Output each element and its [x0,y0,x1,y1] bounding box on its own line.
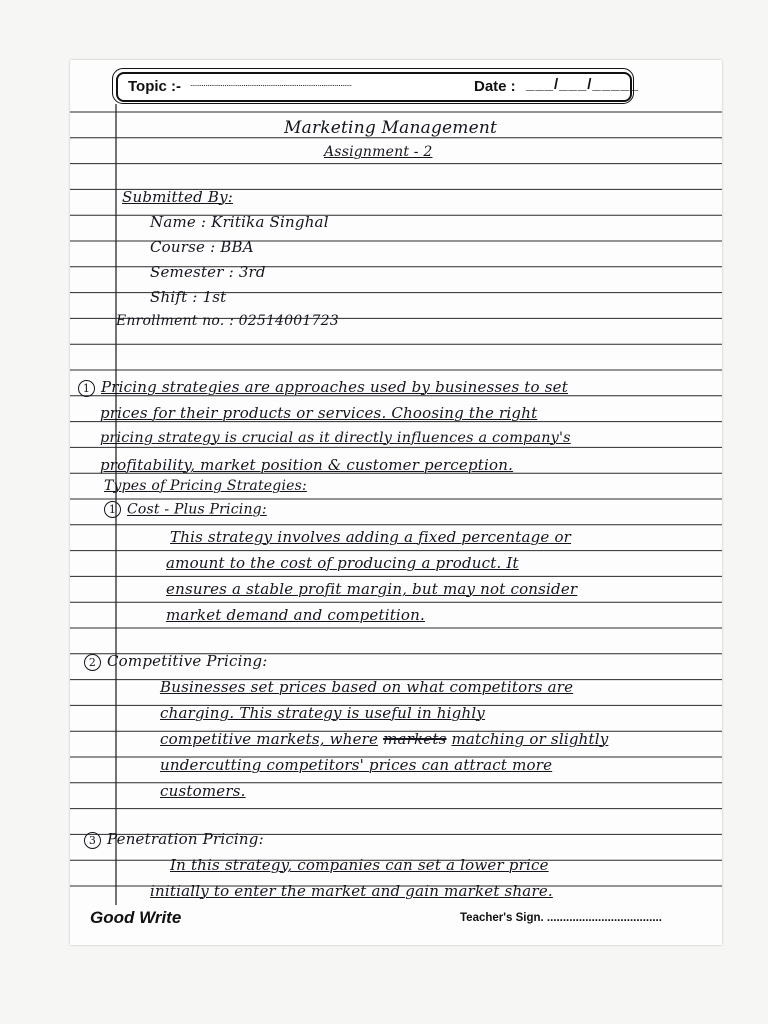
brand-logo: Good Write [90,908,182,927]
type-2-line-2: charging. This strategy is useful in highly [160,704,485,722]
topic-field: ..................................................................................... [190,78,352,88]
type-3-number: 3 [84,832,101,849]
student-name: Name : Kritika Singhal [150,213,329,231]
type-2-line-5: customers. [160,782,246,800]
struck-word: markets [383,730,447,748]
topic-label: Topic :- [128,78,182,95]
type-3-line-1: In this strategy, companies can set a lower price [170,856,549,874]
type-2-line-3: competitive markets, where markets matching or slightly [160,730,609,748]
submitted-by: Submitted By: [122,188,234,206]
type-1-line-2: amount to the cost of producing a product. It [166,554,519,572]
notebook-page [70,60,722,945]
answer-1-line-1: 1 Pricing strategies are approaches used by businesses to set [78,378,568,397]
types-heading: Types of Pricing Strategies: [104,478,307,494]
answer-1-line-2: prices for their products or services. Choosing the right [100,404,538,422]
answer-1-number: 1 [78,380,95,397]
type-3-heading: 3 Penetration Pricing: [84,830,264,849]
answer-1-line-3: pricing strategy is crucial as it directly influences a company's [100,430,571,446]
title-line1: Marketing Management [284,118,498,138]
teacher-signature: Teacher's Sign. .................................... [460,912,662,924]
date-label: Date : [474,78,516,95]
type-2-heading: 2 Competitive Pricing: [84,652,268,671]
type-2-number: 2 [84,654,101,671]
type-3-line-2: initially to enter the market and gain market share. [150,882,553,900]
type-1-line-1: This strategy involves adding a fixed percentage or [170,528,572,546]
answer-1-line-4: profitability, market position & customer perception. [100,456,514,474]
semester: Semester : 3rd [150,263,266,281]
type-1-heading: 1 Cost - Plus Pricing: [104,501,267,518]
type-1-line-3: ensures a stable profit margin, but may not consider [166,580,578,598]
header-box [116,72,640,102]
type-1-number: 1 [104,501,121,518]
course: Course : BBA [150,238,254,256]
shift: Shift : 1st [150,288,227,306]
type-2-line-4: undercutting competitors' prices can attract more [160,756,553,774]
type-1-line-4: market demand and competition. [166,606,425,624]
enrollment: Enrollment no. : 02514001723 [116,313,339,329]
date-field: ___/___/_____ [526,76,640,93]
type-2-line-1: Businesses set prices based on what competitors are [160,678,574,696]
title-line2: Assignment - 2 [324,144,433,160]
